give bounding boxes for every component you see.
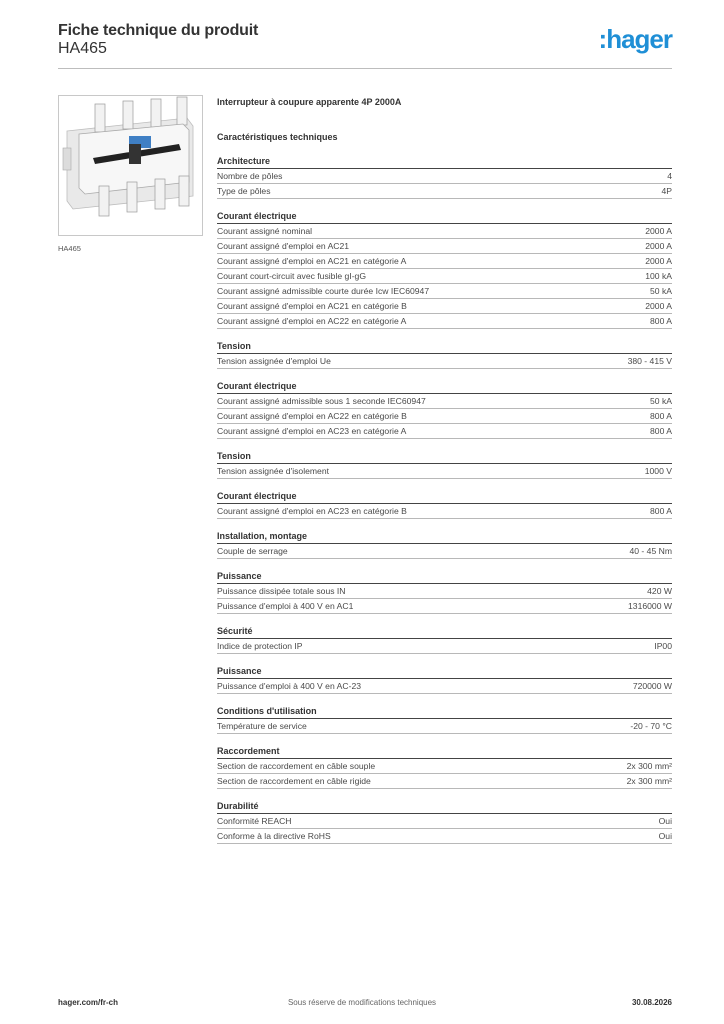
spec-value: 800 A xyxy=(650,426,672,436)
spec-section xyxy=(217,154,672,199)
spec-value: 40 - 45 Nm xyxy=(629,546,672,556)
section-title: Puissance xyxy=(217,569,672,584)
section-title: Architecture xyxy=(217,154,672,169)
spec-value: Oui xyxy=(658,816,672,826)
spec-label: Puissance d'emploi à 400 V en AC1 xyxy=(217,601,354,611)
section-title: Sécurité xyxy=(217,624,672,639)
logo-text: :hager xyxy=(598,24,672,54)
spec-value: 100 kA xyxy=(645,271,672,281)
spec-row xyxy=(217,584,672,599)
section-title: Tension xyxy=(217,339,672,354)
spec-value: 50 kA xyxy=(650,396,672,406)
spec-label: Indice de protection IP xyxy=(217,641,303,651)
spec-section xyxy=(217,209,672,329)
spec-label: Conformité REACH xyxy=(217,816,292,826)
spec-value: 720000 W xyxy=(632,681,672,691)
spec-row xyxy=(217,314,672,329)
header-divider xyxy=(58,68,672,69)
spec-row xyxy=(217,424,672,439)
footer-website-link[interactable]: hager.com/fr-ch xyxy=(58,998,119,1007)
spec-row xyxy=(217,224,672,239)
spec-value: 4P xyxy=(661,186,672,196)
section-title: Courant électrique xyxy=(217,209,672,224)
spec-label: Courant assigné nominal xyxy=(217,226,313,236)
spec-section xyxy=(217,489,672,519)
spec-row xyxy=(217,544,672,559)
spec-row xyxy=(217,254,672,269)
section-title: Durabilité xyxy=(217,799,672,814)
spec-label: Tension assignée d'emploi Ue xyxy=(217,356,331,366)
section-title: Tension xyxy=(217,449,672,464)
spec-value: 800 A xyxy=(650,316,672,326)
spec-value: 4 xyxy=(667,171,672,181)
section-title: Courant électrique xyxy=(217,489,672,504)
spec-label: Courant assigné d'emploi en AC22 en catégorie B xyxy=(217,411,407,421)
spec-row xyxy=(217,354,672,369)
footer-date: 30.08.2026 xyxy=(631,998,672,1007)
spec-row xyxy=(217,814,672,829)
spec-value: 2000 A xyxy=(645,241,672,251)
section-title: Raccordement xyxy=(217,744,672,759)
spec-value: 1000 V xyxy=(644,466,672,476)
spec-row xyxy=(217,239,672,254)
spec-row xyxy=(217,829,672,844)
spec-label: Courant assigné d'emploi en AC22 en catégorie A xyxy=(217,316,407,326)
section-title: Puissance xyxy=(217,664,672,679)
spec-content xyxy=(217,95,672,854)
switch-disconnector-illustration xyxy=(59,96,202,235)
section-title: Conditions d'utilisation xyxy=(217,704,672,719)
image-caption: HA465 xyxy=(58,244,81,253)
spec-label: Conforme à la directive RoHS xyxy=(217,831,331,841)
spec-value: IP00 xyxy=(654,641,672,651)
spec-value: 2x 300 mm² xyxy=(626,776,672,786)
spec-section xyxy=(217,339,672,369)
spec-row xyxy=(217,639,672,654)
spec-value: 2000 A xyxy=(645,256,672,266)
spec-value: -20 - 70 °C xyxy=(630,721,672,731)
spec-label: Section de raccordement en câble souple xyxy=(217,761,376,771)
spec-section xyxy=(217,569,672,614)
footer-disclaimer: Sous réserve de modifications techniques xyxy=(287,998,437,1007)
spec-section xyxy=(217,529,672,559)
spec-row xyxy=(217,169,672,184)
spec-sections xyxy=(217,154,672,844)
spec-value: 1316000 W xyxy=(628,601,672,611)
spec-value: 380 - 415 V xyxy=(627,356,672,366)
spec-value: 420 W xyxy=(647,586,672,596)
section-title: Installation, montage xyxy=(217,529,672,544)
spec-section xyxy=(217,799,672,844)
spec-row xyxy=(217,184,672,199)
product-reference: HA465 xyxy=(58,40,107,57)
spec-label: Courant assigné d'emploi en AC21 en catégorie B xyxy=(217,301,407,311)
spec-label: Courant court-circuit avec fusible gI-gG xyxy=(217,271,367,281)
spec-label: Courant assigné admissible courte durée Icw IEC60947 xyxy=(217,286,430,296)
spec-row xyxy=(217,719,672,734)
spec-row xyxy=(217,774,672,789)
spec-row xyxy=(217,464,672,479)
spec-label: Courant assigné d'emploi en AC21 en catégorie A xyxy=(217,256,407,266)
characteristics-title: Caractéristiques techniques xyxy=(217,132,338,142)
spec-label: Puissance d'emploi à 400 V en AC-23 xyxy=(217,681,362,691)
hager-logo[interactable] xyxy=(599,24,672,55)
spec-row xyxy=(217,504,672,519)
spec-label: Tension assignée d'isolement xyxy=(217,466,329,476)
spec-section xyxy=(217,744,672,789)
spec-section xyxy=(217,664,672,694)
section-title: Courant électrique xyxy=(217,379,672,394)
document-title: Fiche technique du produit xyxy=(58,22,259,39)
spec-row xyxy=(217,394,672,409)
spec-label: Température de service xyxy=(217,721,307,731)
spec-section xyxy=(217,624,672,654)
spec-value: 800 A xyxy=(650,506,672,516)
product-image xyxy=(58,95,203,236)
spec-section xyxy=(217,379,672,439)
spec-row xyxy=(217,759,672,774)
spec-value: 2000 A xyxy=(645,226,672,236)
spec-value: 2x 300 mm² xyxy=(626,761,672,771)
spec-row xyxy=(217,679,672,694)
spec-label: Couple de serrage xyxy=(217,546,288,556)
spec-row xyxy=(217,599,672,614)
spec-label: Courant assigné d'emploi en AC21 xyxy=(217,241,350,251)
spec-label: Courant assigné d'emploi en AC23 en catégorie A xyxy=(217,426,407,436)
spec-section xyxy=(217,704,672,734)
spec-row xyxy=(217,299,672,314)
page-header xyxy=(58,22,672,68)
spec-row xyxy=(217,269,672,284)
spec-label: Courant assigné admissible sous 1 seconde IEC60947 xyxy=(217,396,426,406)
spec-label: Puissance dissipée totale sous IN xyxy=(217,586,346,596)
spec-label: Nombre de pôles xyxy=(217,171,283,181)
spec-section xyxy=(217,449,672,479)
spec-label: Section de raccordement en câble rigide xyxy=(217,776,371,786)
product-name: Interrupteur à coupure apparente 4P 2000A xyxy=(217,97,402,107)
spec-value: 50 kA xyxy=(650,286,672,296)
spec-label: Type de pôles xyxy=(217,186,271,196)
spec-value: 2000 A xyxy=(645,301,672,311)
spec-row xyxy=(217,284,672,299)
spec-value: 800 A xyxy=(650,411,672,421)
spec-value: Oui xyxy=(658,831,672,841)
spec-row xyxy=(217,409,672,424)
spec-label: Courant assigné d'emploi en AC23 en catégorie B xyxy=(217,506,407,516)
